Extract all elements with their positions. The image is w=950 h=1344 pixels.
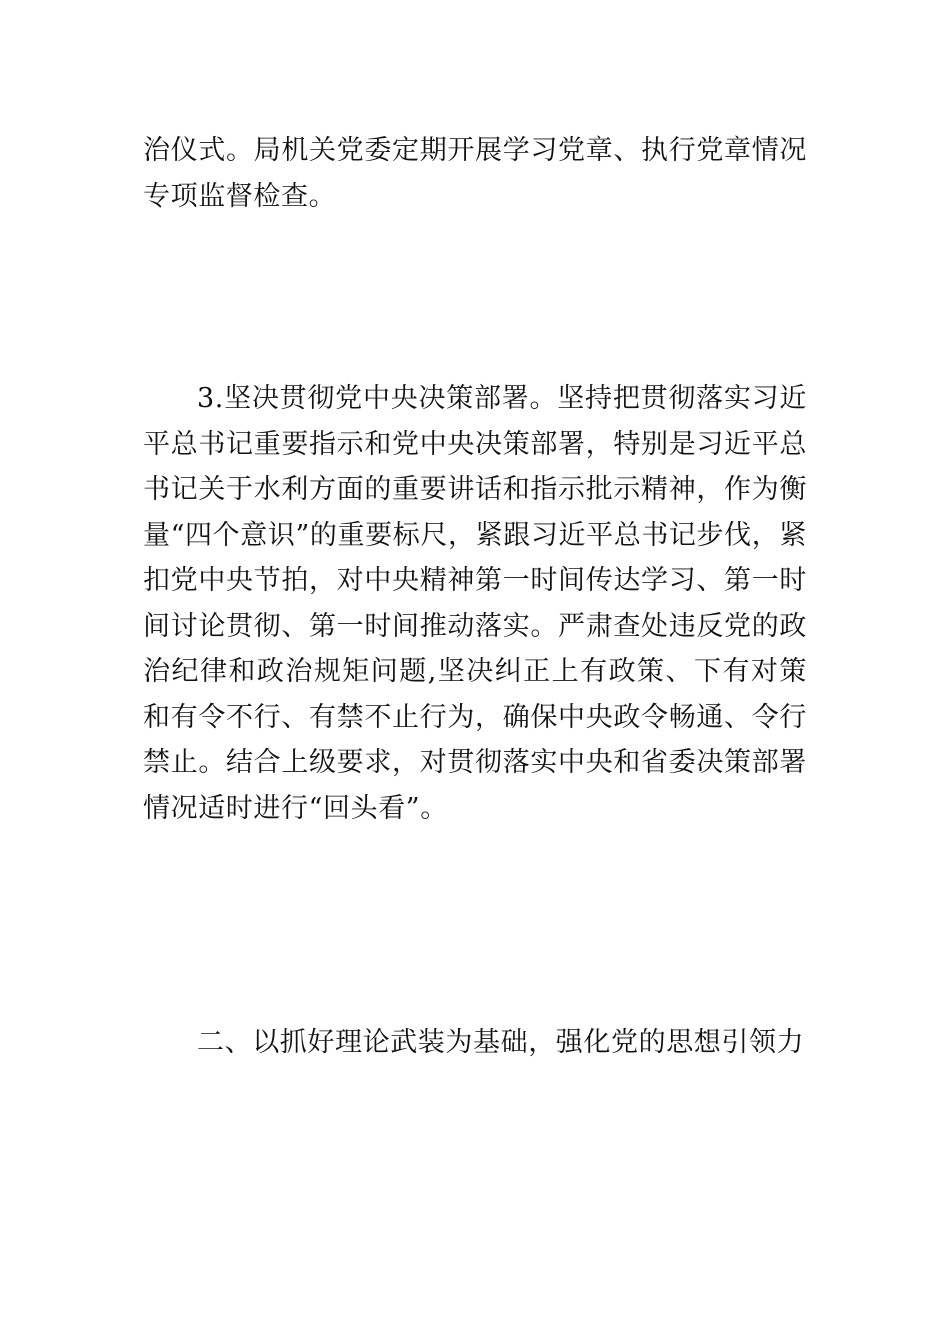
paragraph-item-3: 3.坚决贯彻党中央决策部署。坚持把贯彻落实习近平总书记重要指示和党中央决策部署，特别是习近平总书记关于水利方面的重要讲话和指示批示精神，作为衡量“四个意识”的重要标尺，紧跟习近平总书记步伐，紧扣党中央节拍，对中央精神第一时间传达学习、第一时间讨论贯彻、第一时间推动落实。严肃查处违反党的政治纪律和政治规矩问题,坚决纠正上有政策、下有对策和有令不行、有禁不止行为，确保中央政令畅通、令行禁止。结合上级要求，对贯彻落实中央和省委决策部署情况适时进行“回头看”。 (143, 383, 807, 824)
paragraph-continuation: 治仪式。局机关党委定期开展学习党章、执行党章情况专项监督检查。 (143, 135, 807, 212)
section-heading: 二、以抓好理论武装为基础，强化党的思想引领力 (197, 1027, 805, 1058)
